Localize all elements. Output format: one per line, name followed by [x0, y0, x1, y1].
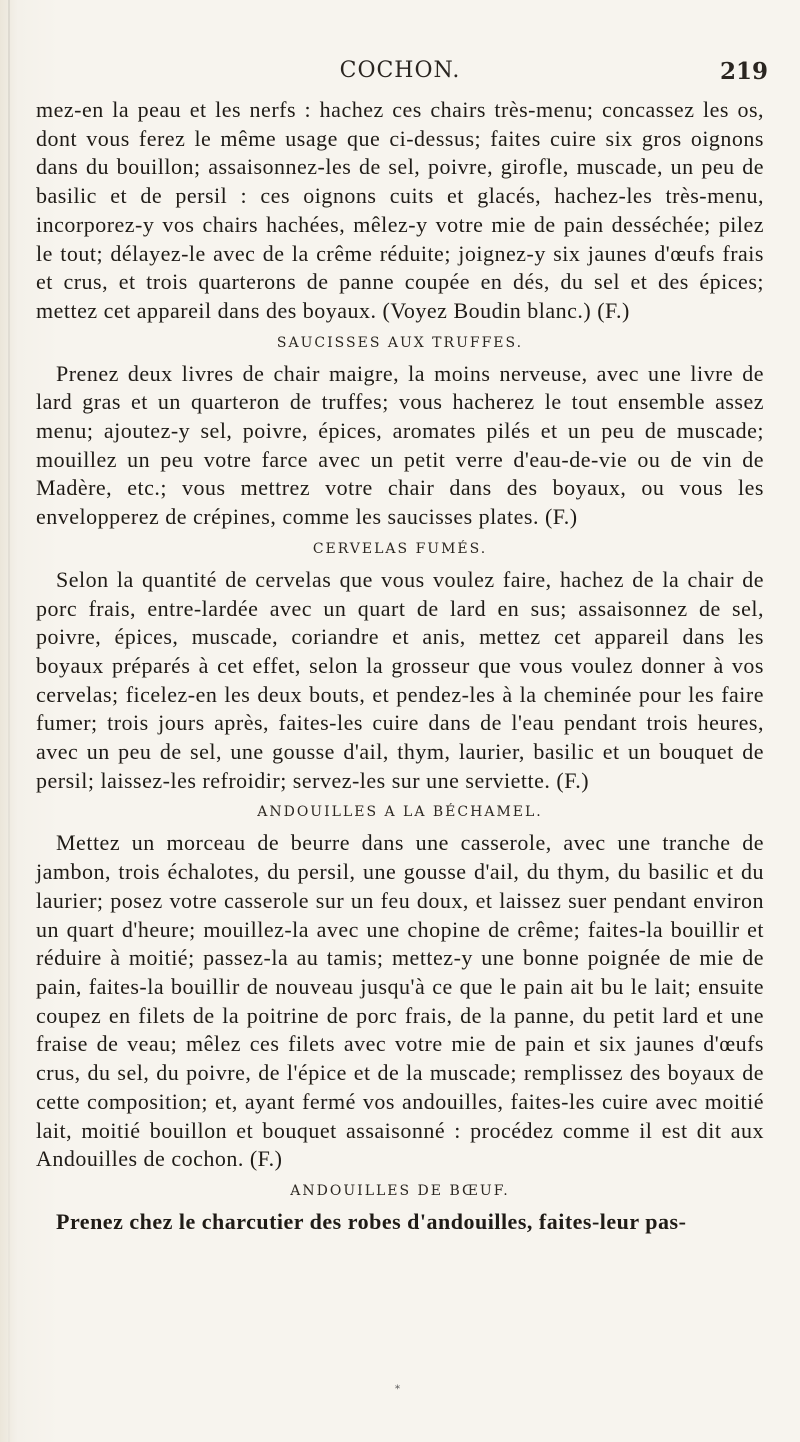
paragraph-continuation: mez-en la peau et les nerfs : hachez ces chairs très-menu; concassez les os, dont vous ferez le même usage que ci-dessus; faites cuire six gros oignons dans du bouillon; assaisonnez-les de sel, poivre, girofle, muscade, un peu de basilic et de persil : ces oignons cuits et glacés, hachez-les très-menu, incorporez-y vos chairs hachées, mêlez-y votre mie de pain desséchée; pilez le tout; délayez-le avec de la crême réduite; joignez-y six jaunes d'œufs frais et crus, et trois quarterons de panne coupée en dés, du sel et des épices; mettez cet appareil dans des boyaux. (Voyez Boudin blanc.) (F.)	[36, 97, 764, 323]
section-heading-cervelas-fumes: CERVELAS FUMÉS.	[312, 540, 488, 557]
section-heading-saucisses-aux-truffes: SAUCISSES AUX TRUFFES.	[276, 334, 524, 351]
page-gutter	[8, 0, 10, 1442]
running-head: COCHON.	[339, 58, 461, 83]
paragraph-cervelas-fumes: Selon la quantité de cervelas que vous voulez faire, hachez de la chair de porc frais, entre-lardée avec un quart de lard en sus; assaisonnez de sel, poivre, épices, muscade, coriandre et anis, mettez cet appareil dans les boyaux préparés à cet effet, selon la grosseur que vous voulez donner à vos cervelas; ficelez-en les deux bouts, et pendez-les à la cheminée pour les faire fumer; trois jours après, faites-les cuire dans de l'eau pendant trois heures, avec un peu de sel, une gousse d'ail, thym, laurier, basilic et un bouquet de persil; laissez-les refroidir; servez-les sur une serviette. (F.)	[36, 566, 764, 793]
section-heading-andouilles-de-boeuf: ANDOUILLES DE BŒUF.	[290, 1182, 510, 1199]
page-number: 219	[719, 58, 768, 85]
section-heading-andouilles-bechamel: ANDOUILLES A LA BÉCHAMEL.	[257, 804, 543, 821]
page-header	[0, 58, 800, 94]
main-text	[36, 96, 764, 1237]
paragraph-saucisses-aux-truffes: Prenez deux livres de chair maigre, la moins nerveuse, avec une livre de lard gras et un quarteron de truffes; vous hacherez le tout ensemble assez menu; ajoutez-y sel, poivre, épices, aromates pilés et un peu de muscade; mouillez un peu votre farce avec un petit verre d'eau-de-vie ou de vin de Madère, etc.; vous mettrez votre chair dans des boyaux, ou vous les envelopperez de crépines, comme les saucisses plates. (F.)	[36, 360, 764, 530]
paragraph-andouilles-de-boeuf: Prenez chez le charcutier des robes d'andouilles, faites-leur pas-	[56, 1208, 687, 1234]
signature-mark: *	[395, 1384, 400, 1395]
paragraph-andouilles-bechamel: Mettez un morceau de beurre dans une casserole, avec une tranche de jambon, trois échalotes, du persil, une gousse d'ail, du thym, du basilic et du laurier; posez votre casserole sur un feu doux, et laissez suer pendant environ un quart d'heure; mouillez-la avec une chopine de crême; faites-la bouillir et réduire à moitié; passez-la au tamis; mettez-y une bonne poignée de mie de pain, faites-la bouillir de nouveau jusqu'à ce que le pain ait bu le lait; ensuite coupez en filets de la poitrine de porc frais, de la panne, du petit lard et une fraise de veau; mêlez ces filets avec votre mie de pain et six jaunes d'œufs crus, du sel, du poivre, de l'épice et de la muscade; remplissez des boyaux de cette composition; et, ayant fermé vos andouilles, faites-les cuire avec moitié lait, moitié bouillon et bouquet assaisonné : procédez comme il est dit aux Andouilles de cochon. (F.)	[36, 830, 764, 1172]
